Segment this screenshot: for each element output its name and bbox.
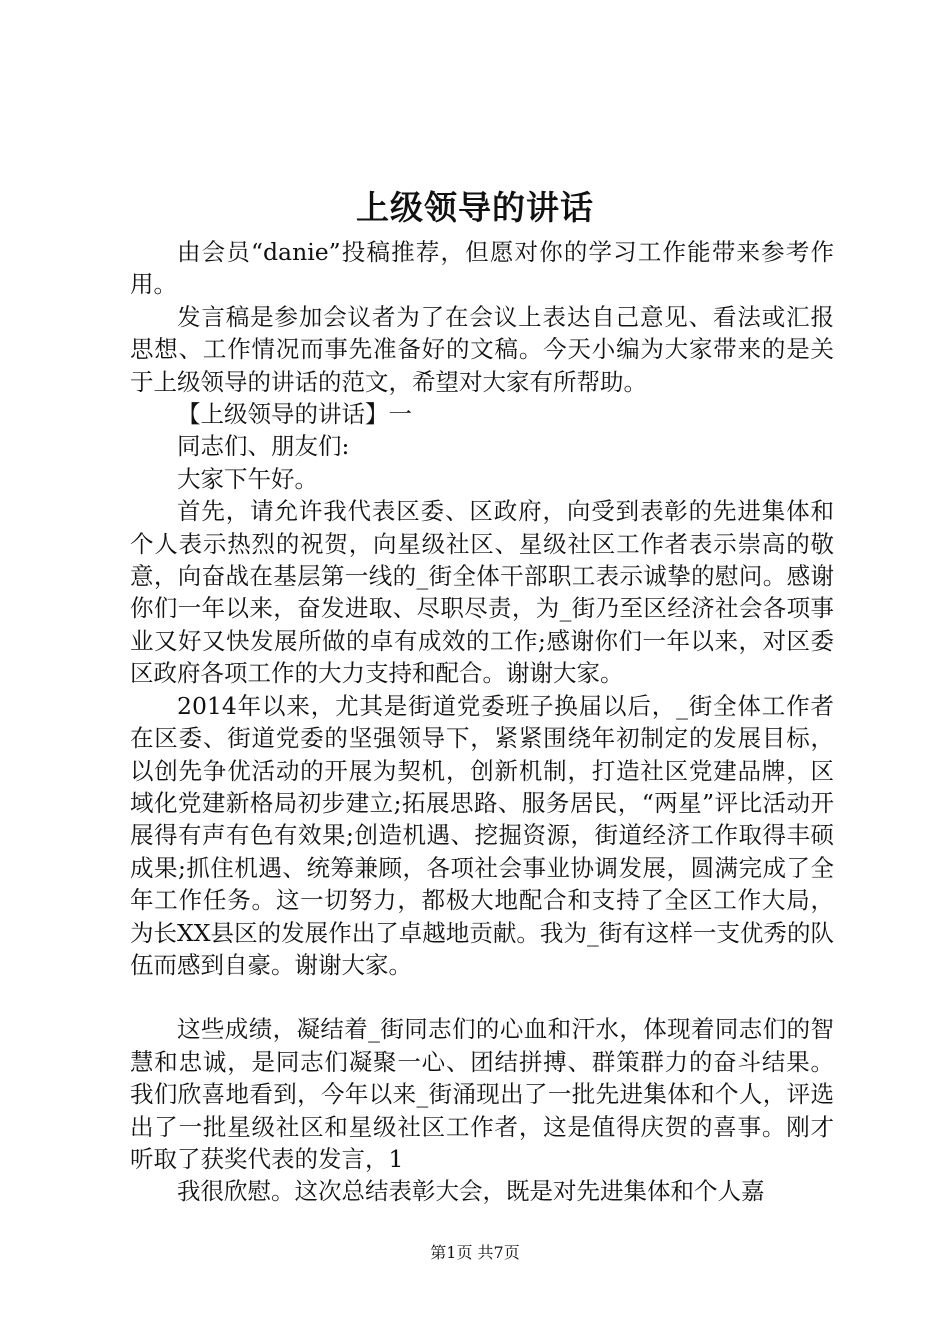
- document-body: [130, 236, 834, 1208]
- page-number-footer: 第1页 共7页: [430, 1243, 520, 1262]
- paragraph: 我很欣慰。这次总结表彰大会，既是对先进集体和个人嘉: [177, 1177, 765, 1206]
- paragraph: 这些成绩，凝结着_街同志们的心血和汗水，体现着同志们的智慧和忠诚，是同志们凝聚一心、团结拼搏、群策群力的奋斗结果。我们欣喜地看到，今年以来_街涌现出了一批先进集体和个人，评选出了一批星级社区和星级社区工作者，这是值得庆贺的喜事。刚才听取了获奖代表的发言，1: [130, 1015, 834, 1173]
- section-heading: 【上级领导的讲话】一: [177, 400, 412, 429]
- paragraph: 首先，请允许我代表区委、区政府，向受到表彰的先进集体和个人表示热烈的祝贺，向星级社区、星级社区工作者表示崇高的敬意，向奋战在基层第一线的_街全体干部职工表示诚挚的慰问。感谢你们一年以来，奋发进取、尽职尽责，为_街乃至区经济社会各项事业又好又快发展所做的卓有成效的工作;感谢你们一年以来，对区委区政府各项工作的大力支持和配合。谢谢大家。: [130, 497, 834, 688]
- greeting: 大家下午好。: [177, 464, 318, 493]
- paragraph: 发言稿是参加会议者为了在会议上表达自己意见、看法或汇报思想、工作情况而事先准备好的文稿。今天小编为大家带来的是关于上级领导的讲话的范文，希望对大家有所帮助。: [130, 302, 834, 396]
- paragraph: 2014年以来，尤其是街道党委班子换届以后，_街全体工作者在区委、街道党委的坚强领导下，紧紧围绕年初制定的发展目标，以创先争优活动的开展为契机，创新机制，打造社区党建品牌，区域化党建新格局初步建立;拓展思路、服务居民，“两星”评比活动开展得有声有色有效果;创造机遇、挖掘资源，街道经济工作取得丰硕成果;抓住机遇、统筹兼顾，各项社会事业协调发展，圆满完成了全年工作任务。这一切努力，都极大地配合和支持了全区工作大局，为长XX县区的发展作出了卓越地贡献。我为_街有这样一支优秀的队伍而感到自豪。谢谢大家。: [130, 691, 834, 979]
- paragraph: 由会员“danie”投稿推荐，但愿对你的学习工作能带来参考作用。: [130, 238, 834, 299]
- salutation: 同志们、朋友们:: [177, 432, 350, 461]
- document-title: 上级领导的讲话: [356, 188, 594, 227]
